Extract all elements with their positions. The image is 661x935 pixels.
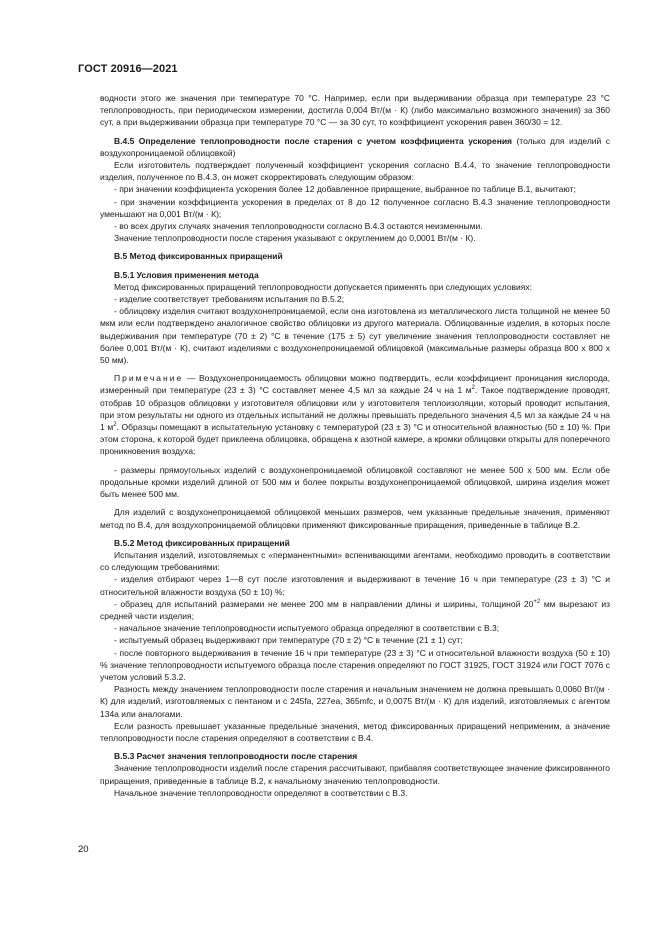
section-b52-paragraph: Испытания изделий, изготовляемых с «перманентными» вспенивающими агентами, необходимо проводить в соответствии со следующим требованиями: — [100, 549, 610, 573]
document-header: ГОСТ 20916—2021 — [78, 63, 178, 75]
note-text: . Образцы помещают в испытательную установку с температурой (23 ± 3) °С и относительной влажностью (50 ± 10) %. При этом сторона, к которой будет приклеена облицовка, обращена к азотной камере, а кромки облицовки открыты для поперечного проникновения воздуха; — [100, 422, 611, 457]
section-b52-list-item: - начальное значение теплопроводности испытуемого образца определяют в соответствии с В.3; — [114, 623, 500, 634]
section-b51-heading: В.5.1 Условия применения метода — [114, 269, 259, 280]
tolerance-superscript: +2 — [533, 598, 541, 605]
list-item-text: мм вырезают из средней части изделия; — [100, 598, 610, 621]
note-superscript: 2 — [113, 422, 117, 429]
note-text: . Такое подтверждение проводят, отобрав 10 образцов облицовки у изготовителя облицовки или у изготовителя теплоизоляции, который проводит испытания, при этом результаты ни одного из отдельных испытаний не должны превышать предельного значения 4,5 мл за каждые 24 ч на 1 м — [100, 385, 610, 433]
section-b53-heading: В.5.3 Расчет значения теплопроводности после старения — [114, 751, 358, 762]
section-b53-paragraph: Начальное значение теплопроводности определяют в соответствии с В.3. — [114, 787, 408, 798]
section-b52-paragraph: Если разность превышает указанные предельные значения, метод фиксированных приращений неприменим, а значение теплопроводности после старения определяют в соответствии с В.4. — [100, 720, 610, 743]
section-b45-paragraph: Значение теплопроводности после старения указывают с округлением до 0,0001 Вт/(м · К). — [114, 233, 476, 244]
paragraph-continuation: водности этого же значения при температуре 70 °С. Например, если при выдерживании образца при температуре 23 °С теплопроводность, при периодическом измерении, достигла 0,004 Вт/(м · К) (либо максимально возможного значения) за 360 сут, а при выдерживании образца при температуре 70 °С — за 30 сут, то коэффициент ускорения равен 360/30 = 12. — [100, 93, 610, 128]
section-b52-list-item: - после повторного выдерживания в течение 16 ч при температуре (23 ± 3) °С и относительной влажности воздуха (50 ± 10) % значение теплопроводности испытуемого образца после старения определяют по ГОСТ 31925, ГОСТ 31924 или ГОСТ 7076 с учетом условий 5.3.2. — [100, 647, 610, 682]
section-b52-list-item: - изделия отбирают через 1—8 сут после изготовления и выдерживают в течение 16 ч при температуре (23 ± 3) °С и относительной влажности воздуха (50 ± 10) %; — [100, 574, 610, 597]
section-b5-heading: В.5 Метод фиксированных приращений — [114, 251, 283, 262]
section-b45-title: В.4.5 Определение теплопроводности после старения с учетом коэффициента ускорения — [114, 135, 513, 146]
note-paragraph — [100, 372, 610, 457]
section-b45-list-item: - во всех других случаях значения теплопроводности согласно В.4.3 остаются неизменными. — [114, 221, 483, 232]
section-b45-paragraph: Если изготовитель подтверждает полученный коэффициент ускорения согласно В.4.4, то значение теплопроводности изделия, полученное по В.4.3, он может скорректировать следующим образом: — [100, 160, 610, 183]
section-b52-heading: В.5.2 Метод фиксированных приращений — [114, 537, 290, 548]
section-b51-list-item: - облицовку изделия считают воздухонепроницаемой, если она изготовлена из металлического листа толщиной не менее 50 мкм или если подтверждено аналогичное свойство облицовки из другого материала. Облицованные изделия, в которых после выдерживания при температуре (70 ± 2) °С в течение (175 ± 5) сут увеличение значения теплопроводности составляет не более 0,001 Вт/(м · К), считают изделиями с воздухонепроницаемой облицовкой (максимальные размеры образца 800 х 800 х 50 мм). — [100, 306, 610, 366]
section-b45-list-item: - при значении коэффициента ускорения в пределах от 8 до 12 полученное согласно В.4.3 значение теплопроводности уменьшают на 0,001 Вт/(м · К); — [100, 196, 610, 219]
section-b53-paragraph: Значение теплопроводности изделий после старения рассчитывают, прибавляя соответствующее значение фиксированного приращения, приведенные в таблице В.2, к начальному значению теплопроводности. — [100, 763, 610, 786]
section-b45-heading — [100, 135, 610, 159]
section-b51-paragraph: Метод фиксированных приращений теплопроводности допускается применять при следующих условиях: — [114, 281, 533, 292]
section-b51-list-item: - изделие соответствует требованиям испытания по В.5.2; — [114, 294, 345, 305]
note-label: Примечание — [114, 373, 184, 384]
section-b52-list-item: - испытуемый образец выдерживают при температуре (70 ± 2) °С в течение (21 ± 1) сут; — [114, 635, 463, 646]
section-b52-list-item — [100, 598, 610, 622]
note-superscript: 2 — [471, 385, 475, 392]
section-b45-title-tail: (только для изделий с воздухопроницаемой облицовкой) — [100, 135, 611, 158]
note-text: — Воздухонепроницаемость облицовки можно подтвердить, если коэффициент проницания кислорода, измеренный при температуре (23 ± 3) °С составляет менее 4,5 мл за каждые 24 ч на 1 м — [100, 373, 610, 396]
document-body — [100, 92, 610, 799]
list-item-text: - образец для испытаний размерами не менее 200 мм в направлении длины и ширины, толщиной 20 — [114, 598, 534, 609]
page-number: 20 — [78, 844, 89, 855]
section-b45-list-item: - при значении коэффициента ускорения более 12 добавленное приращение, выбранное по таблице В.1, вычитают; — [114, 184, 576, 195]
section-b51-list-item: - размеры прямоугольных изделий с воздухонепроницаемой облицовкой составляют не менее 500 х 500 мм. Если обе продольные кромки изделий длиной от 500 мм и более покрыты воздухонепроницаемой облицовкой, ширина изделия может быть менее 500 мм. — [100, 464, 610, 500]
section-b51-paragraph: Для изделий с воздухонепроницаемой облицовкой меньших размеров, чем указанные предельные значения, применяют метод по В.4, для воздухопроницаемой облицовки применяют фиксированные приращения, приведенные в таблице В.2. — [100, 507, 610, 530]
section-b52-paragraph: Разность между значением теплопроводности после старения и начальным значением не должна превышать 0,0060 Вт/(м · К) для изделий, изготовляемых с пентаном и с 245fa, 227ea, 365mfc, и 0,0075 Вт/(м · К) для изделий, изготовляемых с агентом 134а или аналогами. — [100, 684, 610, 719]
